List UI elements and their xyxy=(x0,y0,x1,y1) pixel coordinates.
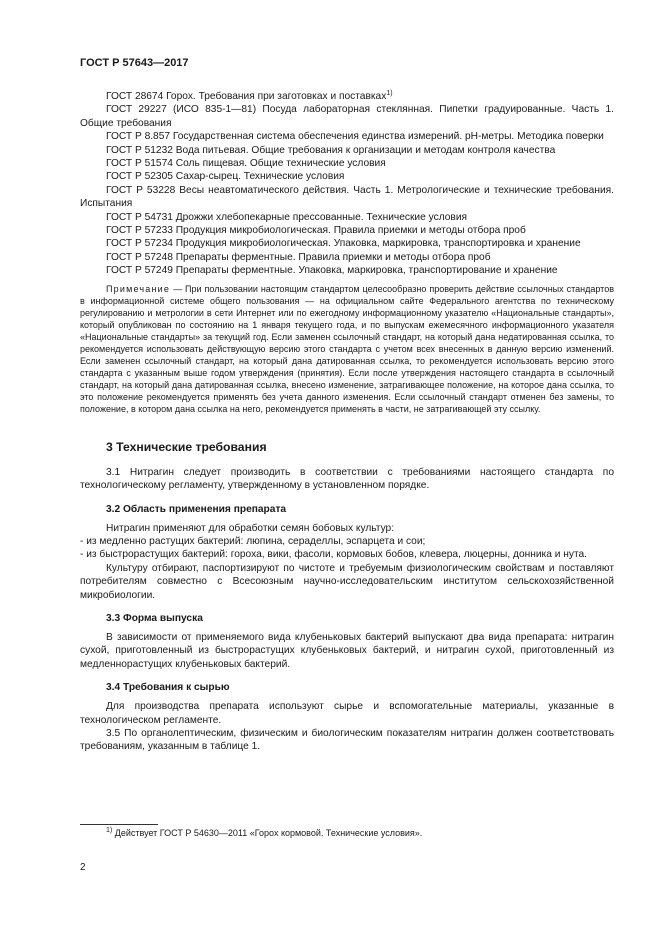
subsection-title-3-3: 3.3 Форма выпуска xyxy=(106,612,203,624)
list-item: - из быстрорастущих бактерий: гороха, вики, фасоли, кормовых бобов, клевера, люцерны, донника и нута. xyxy=(80,549,588,561)
paragraph-3-3: В зависимости от применяемого вида клубеньковых бактерий выпускают два вида препарата: нитрагин сухой, приготовленный из быстрорастущих клубеньковых бактерий, и нитрагин сухой, приготовленный из медленнорастущих клубеньковых бактерий. xyxy=(80,631,614,670)
paragraph-3-2-culture: Культуру отбирают, паспортизируют по чистоте и требуемым физиологическим свойствам и поставляют потребителям совместно с Всесоюзным научно-исследовательским институтом сельскохозяйственной микробиологии. xyxy=(80,562,614,601)
normative-references-list xyxy=(80,90,614,278)
subsection-title-3-4: 3.4 Требования к сырью xyxy=(106,682,230,694)
reference-item: ГОСТ Р 57249 Препараты ферментные. Упаковка, маркировка, транспортирование и хранение xyxy=(106,265,558,277)
reference-item: ГОСТ 29227 (ИСО 835-1—81) Посуда лабораторная стеклянная. Пипетки градуированные. Часть 1. Общие требования xyxy=(80,104,614,129)
reference-item: ГОСТ Р 57233 Продукция микробиологическая. Правила приемки и методы отбора проб xyxy=(106,225,526,237)
paragraph-3-5: 3.5 По органолептическим, физическим и биологическим показателям нитрагин должен соответствовать требованиям, указанным в таблице 1. xyxy=(80,727,614,753)
page-header: ГОСТ Р 57643—2017 xyxy=(80,57,189,69)
note-text: — При пользовании настоящим стандартом целесообразно проверить действие ссылочных стандартов в информационной системе общего пользования — на официальном сайте Федерального агентства по техническому регулированию и метрологии в сети Интернет или по ежегодному информационному указателю «Национальные стандарты», который опубликован по состоянию на 1 января текущего года, и по выпускам ежемесячного информационного указателя «Национальные стандарты» за текущий год. Если заменен ссылочный стандарт, на который дана недатированная ссылка, то рекомендуется использовать действующую версию этого стандарта с учетом всех внесенных в данную версию изменений. Если заменен ссылочный стандарт, на который дана датированная ссылка, то рекомендуется использовать версию этого стандарта с указанным выше годом утверждения (принятия). Если после утверждения настоящего стандарта в ссылочный стандарт, на который дана датированная ссылка, внесено изменение, затрагивающее положение, на которое дана ссылка, то это положение рекомендуется применять без учета данного изменения. Если ссылочный стандарт отменен без замены, то положение, в котором дана ссылка на него, рекомендуется применять в части, не затрагивающей эту ссылку. xyxy=(80,283,614,414)
page-content xyxy=(80,90,614,754)
reference-item: ГОСТ Р 54731 Дрожжи хлебопекарные прессованные. Технические условия xyxy=(106,211,468,223)
section-title: 3 Технические требования xyxy=(106,439,267,454)
reference-item: ГОСТ Р 57248 Препараты ферментные. Правила приемки и методы отбора проб xyxy=(106,251,491,263)
reference-item: ГОСТ Р 8.857 Государственная система обеспечения единства измерений. pH-метры. Методика поверки xyxy=(106,131,604,143)
footnote-divider xyxy=(80,824,158,825)
list-item: - из медленно растущих бактерий: люпина, сераделлы, эспарцета и сои; xyxy=(80,535,426,547)
paragraph-3-4: Для производства препарата используют сырье и вспомогательные материалы, указанные в технологическом регламенте. xyxy=(80,701,614,726)
reference-item: ГОСТ Р 57234 Продукция микробиологическая. Упаковка, маркировка, транспортировка и хранение xyxy=(106,238,581,250)
footnote xyxy=(106,828,422,839)
reference-item: ГОСТ Р 51574 Соль пищевая. Общие технические условия xyxy=(106,158,386,170)
subsection-title-3-2: 3.2 Область применения препарата xyxy=(106,503,287,515)
reference-item: ГОСТ Р 52305 Сахар-сырец. Технические условия xyxy=(106,171,345,183)
page-number: 2 xyxy=(80,862,86,873)
footnote-marker: 1) xyxy=(386,90,393,97)
reference-item: ГОСТ Р 51232 Вода питьевая. Общие требования к организации и методам контроля качества xyxy=(106,144,556,156)
footnote-marker: 1) xyxy=(106,827,113,834)
note-paragraph xyxy=(80,283,614,415)
reference-item: ГОСТ Р 53228 Весы неавтоматического действия. Часть 1. Метрологические и технические требования. Испытания xyxy=(80,184,614,210)
footnote-text: Действует ГОСТ Р 54630—2011 «Горох кормовой. Технические условия». xyxy=(112,828,423,838)
paragraph-3-1: 3.1 Нитрагин следует производить в соответствии с требованиями настоящего стандарта по технологическому регламенту, утвержденному в установленном порядке. xyxy=(80,466,614,492)
paragraph-3-2-intro: Нитрагин применяют для обработки семян бобовых культур: xyxy=(106,522,395,534)
reference-item: ГОСТ 28674 Горох. Требования при заготовках и поставках$^{1)}$ xyxy=(106,90,393,102)
note-label: Примечание xyxy=(106,283,171,294)
